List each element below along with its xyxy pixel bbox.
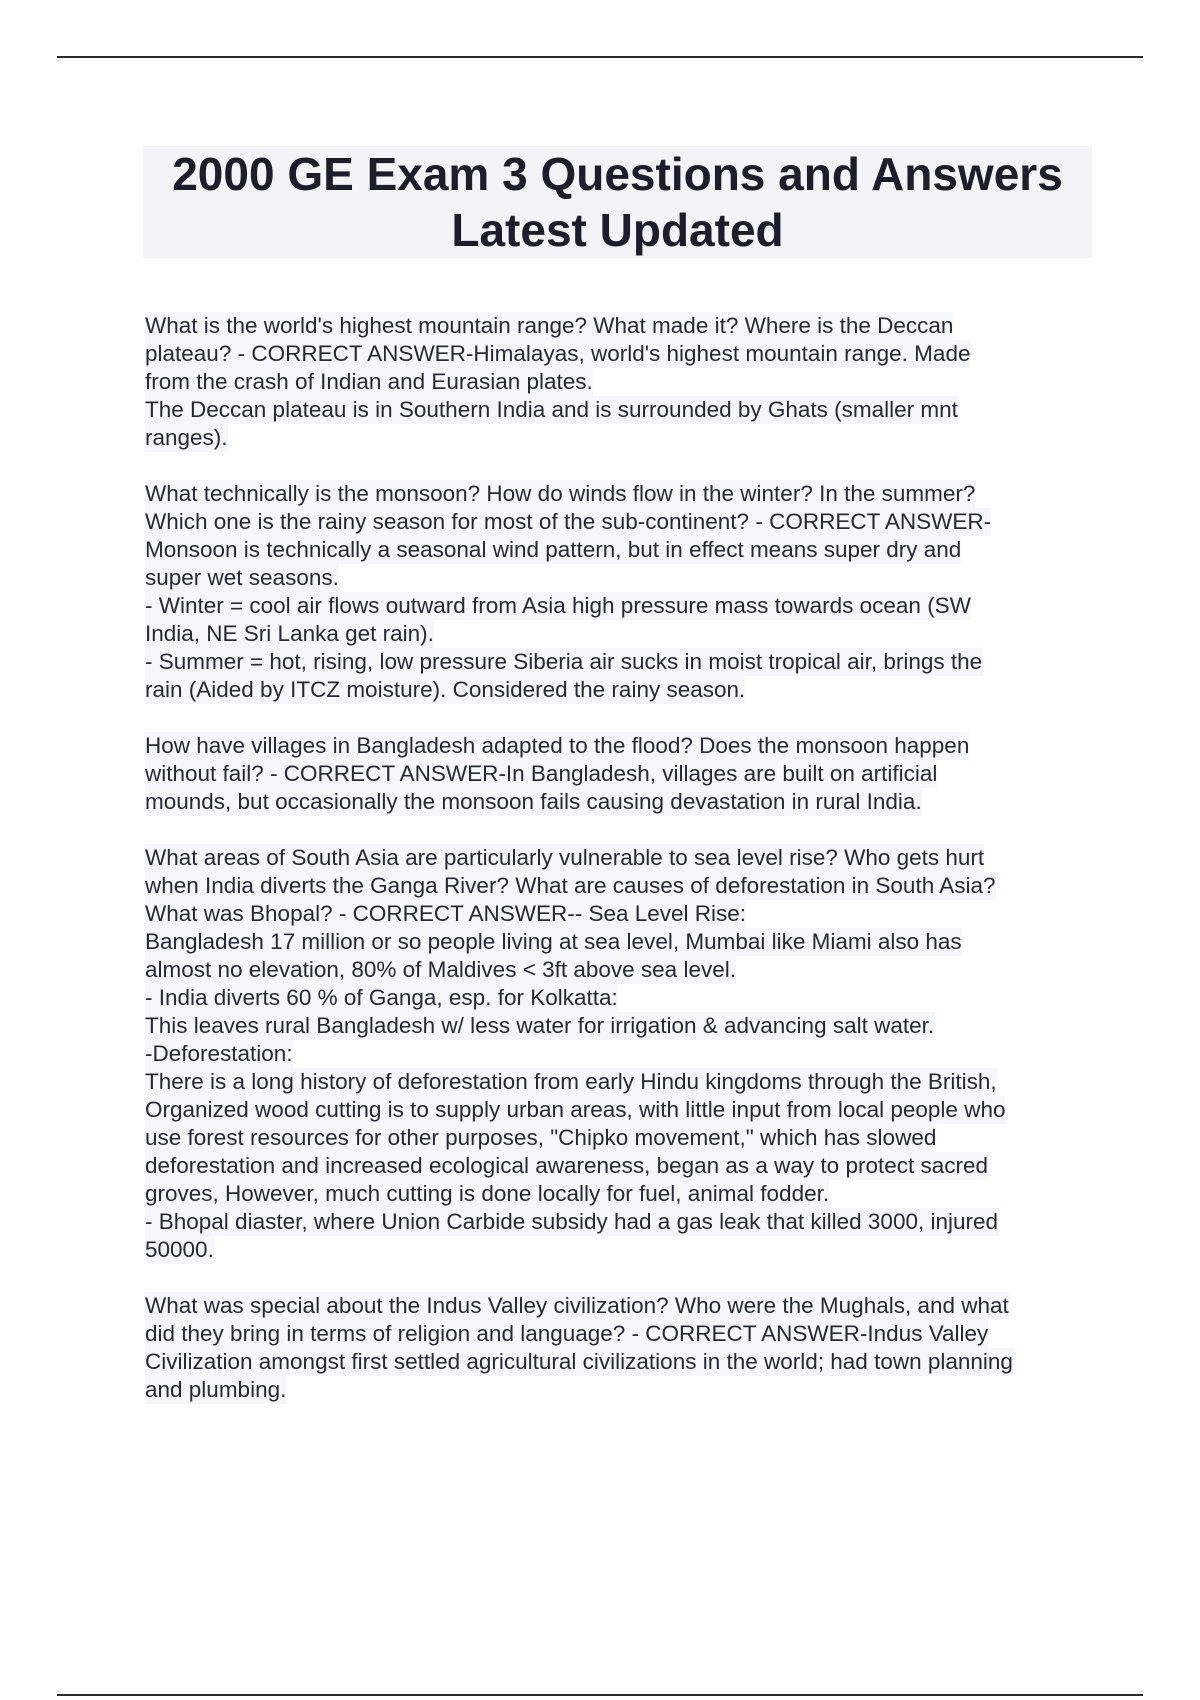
qa-block — [145, 844, 1095, 1264]
bottom-rule — [57, 1694, 1143, 1696]
qa-text-line: What areas of South Asia are particularly vulnerable to sea level rise? Who gets hurt — [145, 845, 985, 870]
qa-text-line: - Summer = hot, rising, low pressure Siberia air sucks in moist tropical air, brings the — [145, 649, 983, 674]
qa-text-line: deforestation and increased ecological awareness, began as a way to protect sacred — [145, 1153, 989, 1178]
qa-text-line: What technically is the monsoon? How do winds flow in the winter? In the summer? — [145, 481, 976, 506]
qa-text-line: groves, However, much cutting is done locally for fuel, animal fodder. — [145, 1181, 830, 1206]
qa-text-line: when India diverts the Ganga River? What are causes of deforestation in South Asia? — [145, 873, 996, 898]
qa-text-line: The Deccan plateau is in Southern India and is surrounded by Ghats (smaller mnt — [145, 397, 958, 422]
qa-text-line: What was special about the Indus Valley civilization? Who were the Mughals, and what — [145, 1293, 1009, 1318]
qa-text-line: use forest resources for other purposes, "Chipko movement," which has slowed — [145, 1125, 937, 1150]
qa-block — [145, 480, 1095, 704]
qa-text-line: 50000. — [145, 1237, 214, 1262]
top-rule — [57, 56, 1143, 58]
qa-text-line: plateau? - CORRECT ANSWER-Himalayas, world's highest mountain range. Made — [145, 341, 971, 366]
qa-text-line: mounds, but occasionally the monsoon fails causing devastation in rural India. — [145, 789, 922, 814]
qa-text-line: - Bhopal diaster, where Union Carbide subsidy had a gas leak that killed 3000, injured — [145, 1209, 999, 1234]
qa-text-line: Monsoon is technically a seasonal wind pattern, but in effect means super dry and — [145, 537, 962, 562]
qa-text-line: How have villages in Bangladesh adapted to the flood? Does the monsoon happen — [145, 733, 970, 758]
qa-text-line: What is the world's highest mountain range? What made it? Where is the Deccan — [145, 313, 954, 338]
qa-text-line: rain (Aided by ITCZ moisture). Considered the rainy season. — [145, 677, 746, 702]
qa-text-line: This leaves rural Bangladesh w/ less water for irrigation & advancing salt water. — [145, 1013, 935, 1038]
qa-block — [145, 732, 1095, 816]
document-title — [143, 146, 1092, 258]
qa-text-line: - Winter = cool air flows outward from Asia high pressure mass towards ocean (SW — [145, 593, 971, 618]
qa-text-line: Organized wood cutting is to supply urban areas, with little input from local people who — [145, 1097, 1006, 1122]
title-line-1: 2000 GE Exam 3 Questions and Answers — [172, 148, 1063, 200]
title-line-2: Latest Updated — [451, 204, 784, 256]
qa-text-line: Bangladesh 17 million or so people living at sea level, Mumbai like Miami also has — [145, 929, 962, 954]
qa-text-line: India, NE Sri Lanka get rain). — [145, 621, 434, 646]
qa-text-line: ranges). — [145, 425, 228, 450]
qa-text-line: and plumbing. — [145, 1377, 287, 1402]
qa-block — [145, 1292, 1095, 1404]
qa-text-line: from the crash of Indian and Eurasian plates. — [145, 369, 593, 394]
qa-text-line: There is a long history of deforestation from early Hindu kingdoms through the British, — [145, 1069, 997, 1094]
qa-block — [145, 312, 1095, 452]
qa-text-line: did they bring in terms of religion and language? - CORRECT ANSWER-Indus Valley — [145, 1321, 989, 1346]
qa-text-line: What was Bhopal? - CORRECT ANSWER-- Sea Level Rise: — [145, 901, 747, 926]
qa-text-line: Which one is the rainy season for most of the sub-continent? - CORRECT ANSWER- — [145, 509, 992, 534]
document-body — [145, 312, 1095, 1432]
qa-text-line: super wet seasons. — [145, 565, 339, 590]
qa-text-line: - India diverts 60 % of Ganga, esp. for Kolkatta: — [145, 985, 618, 1010]
qa-text-line: -Deforestation: — [145, 1041, 293, 1066]
qa-text-line: Civilization amongst first settled agricultural civilizations in the world; had town planning — [145, 1349, 1013, 1374]
qa-text-line: almost no elevation, 80% of Maldives < 3ft above sea level. — [145, 957, 736, 982]
qa-text-line: without fail? - CORRECT ANSWER-In Bangladesh, villages are built on artificial — [145, 761, 938, 786]
